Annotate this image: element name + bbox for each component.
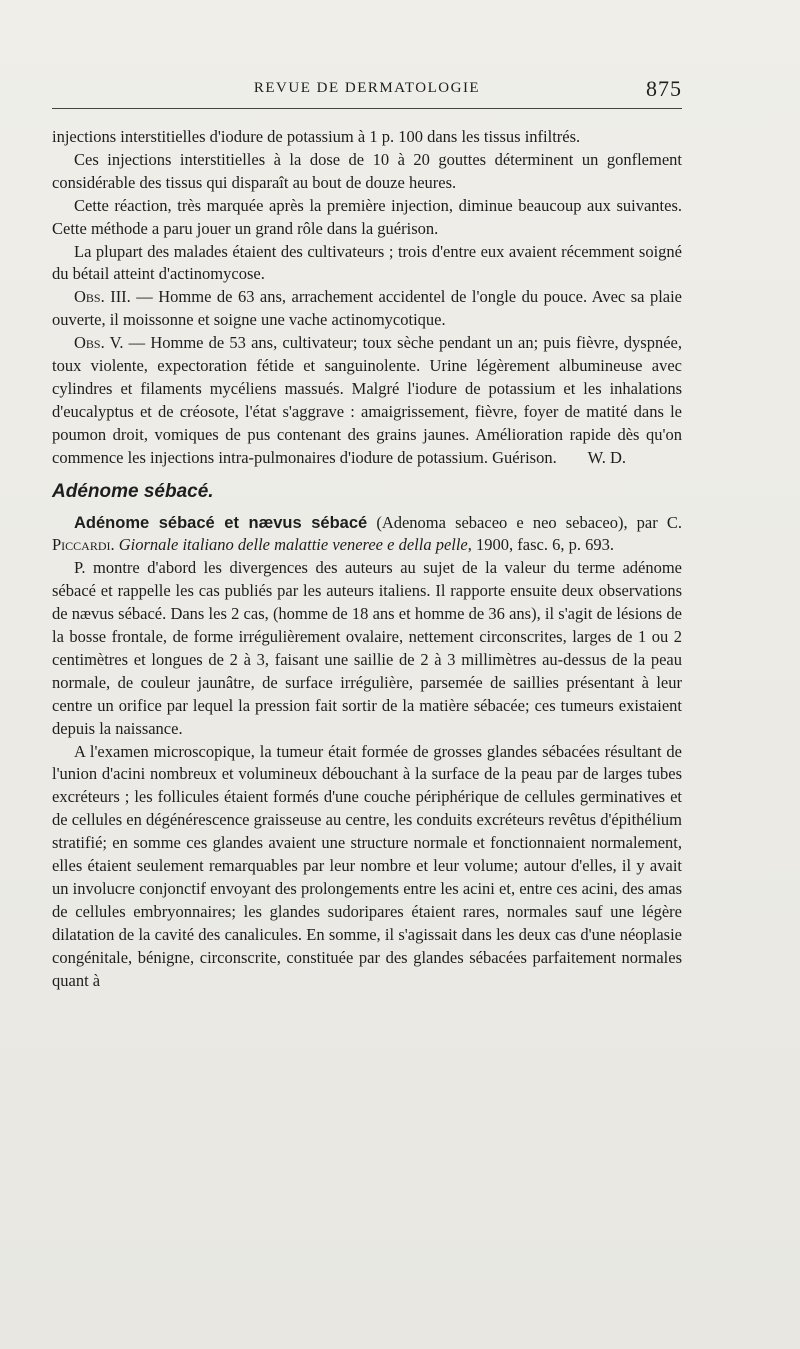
article-citation: , 1900, fasc. 6, p. 693.	[467, 535, 614, 555]
paragraph-injections: Ces injections interstitielles à la dose de 10 à 20 gouttes déterminent un gonflement considérable des tissus qui disparaît au bout de douze heures.	[52, 149, 682, 192]
page-number: 875	[646, 76, 682, 101]
article-title: Adénome sébacé et nævus sébacé	[74, 513, 368, 532]
observation-5-label: Obs. V.	[74, 333, 124, 353]
running-title: REVUE DE DERMATOLOGIE	[253, 80, 481, 96]
article-paragraph-2: A l'examen microscopique, la tumeur était formée de grosses glandes sébacées résultant de l'union d'acini nombreux et volumineux débouchant à la surface de la peau par de larges tubes excréteurs ; les follicules étaient formés d'une couche périphérique de cellules germinatives et de cellules en dégénérescence graisseuse au centre, les conduits excréteurs revêtus d'épithélium stratifié; en somme ces glandes avaient une structure normale et fonctionnaient normalement, elles étaient seulement remarquables par leur nombre et leur volume; autour d'elles, il y avait un involucre conjonctif envoyant des prolongements entre les acini et, entre ces acini, des amas de cellules embryonnaires; les glandes sudoripares étaient rares, normales sauf une légère dilatation de la cavité des canalicules. En somme, il s'agissait dans les deux cas d'une néoplasie congénitale, bénigne, circonscrite, constituée par des glandes sébacées parfaitement normales quant à	[52, 741, 682, 990]
page-header	[52, 76, 682, 102]
article-paragraph-1: P. montre d'abord les divergences des auteurs au sujet de la valeur du terme adénome sébacé et rappelle les cas publiés par les auteurs italiens. Il rapporte ensuite deux observations de nævus sébacé. Dans les 2 cas, (homme de 18 ans et homme de 36 ans), il s'agit de lésions de la bosse frontale, de forme irrégulièrement ovalaire, nettement circonscrites, larges de 1 ou 2 centimètres et longues de 2 à 3, faisant une saillie de 2 à 3 millimètres au-dessus de la peau normale, de couleur jaunâtre, de surface irrégulière, parsemée de saillies présentant à leur centre un orifice par lequel la pression fait sortir de la matière sébacée; ces tumeurs existaient depuis la naissance.	[52, 558, 682, 738]
paragraph-continuation: injections interstitielles d'iodure de potassium à 1 p. 100 dans les tissus infiltrés.	[52, 127, 581, 146]
header-rule	[52, 108, 682, 109]
article-journal: Giornale italiano delle malattie veneree e della pelle	[118, 535, 468, 555]
observation-3	[52, 286, 682, 332]
paragraph-malades: La plupart des malades étaient des cultivateurs ; trois d'entre eux avaient récemment soigné du bétail atteint d'actinomycose.	[52, 241, 682, 284]
observation-3-label: Obs. III.	[74, 287, 131, 307]
observation-5-text: — Homme de 53 ans, cultivateur; toux sèche pendant un an; puis fièvre, dyspnée, toux violente, expectoration fétide et sanguinolente. Urine légèrement albumineuse avec cylindres et filaments mycéliens massués. Malgré l'iodure de potassium et les inhalations d'eucalyptus et de créosote, l'état s'aggrave : amaigrissement, fièvre, foyer de matité dans le poumon droit, vomiques de pus contenant des grains jaunes. Amélioration rapide dès qu'on commence les injections intra-pulmonaires d'iodure de potassium. Guérison.	[52, 333, 682, 467]
paragraph-reaction: Cette réaction, très marquée après la première injection, diminue beaucoup aux suivantes. Cette méthode a paru jouer un grand rôle dans la guérison.	[52, 195, 682, 238]
body-text	[52, 126, 682, 993]
signature: W. D.	[587, 447, 626, 467]
observation-3-text: — Homme de 63 ans, arrachement accidentel de l'ongle du pouce. Avec sa plaie ouverte, il moissonne et soigne une vache actinomycotique.	[52, 287, 683, 330]
article-author: C. Piccardi	[52, 512, 682, 555]
article-heading: Adénome sébacé et nævus sébacé (Adenoma sebaceo e neo sebaceo), par C. Piccardi. Giornale italiano delle malattie veneree e della pelle, 1900, fasc. 6, p. 693.	[52, 512, 682, 555]
article-subtitle: (Adenoma sebaceo e neo sebaceo), par	[367, 512, 667, 532]
section-title: Adénome sébacé.	[52, 480, 214, 502]
